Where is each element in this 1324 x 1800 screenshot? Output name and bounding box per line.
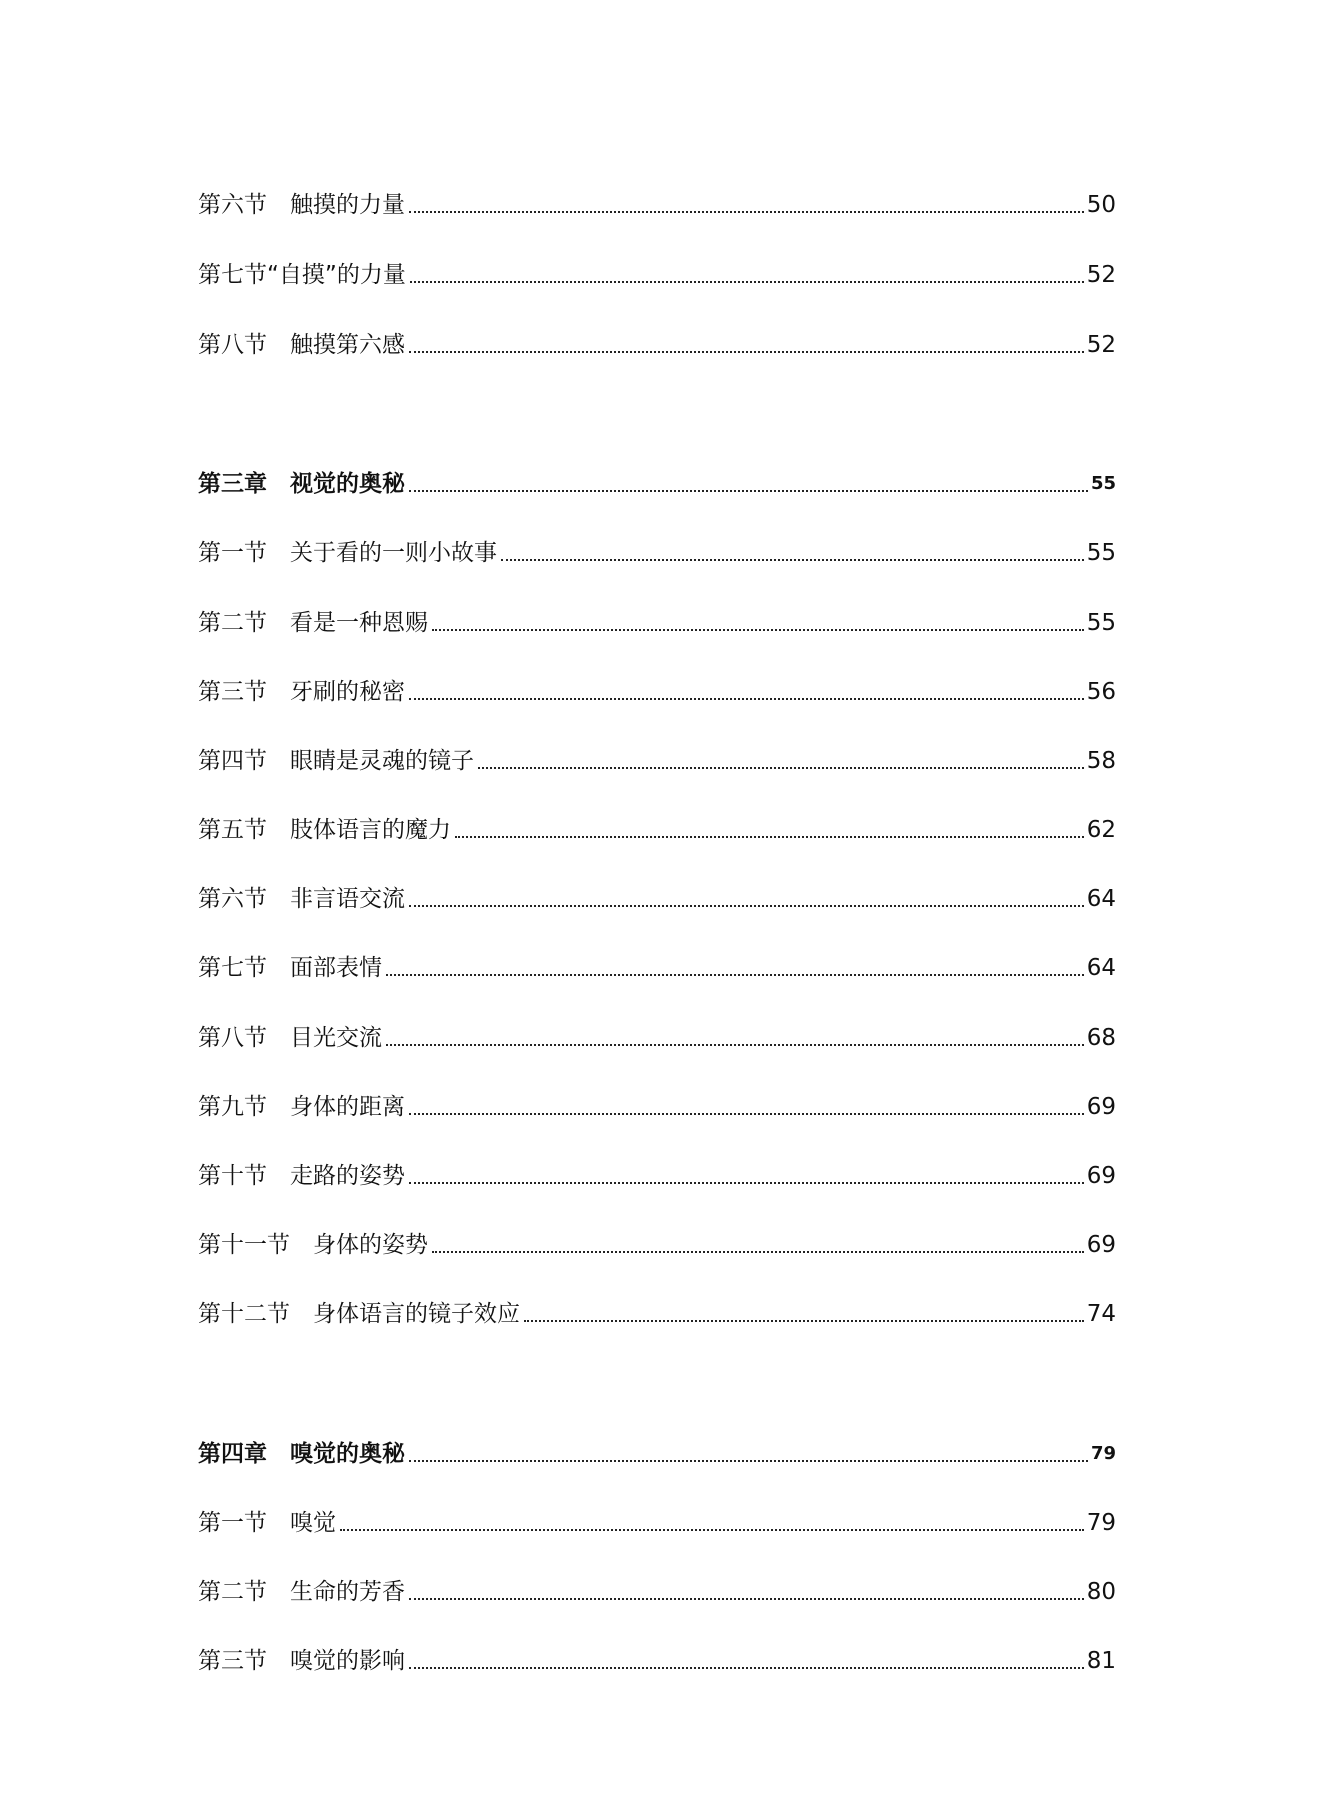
- toc-entry-page-number: 79: [1086, 1510, 1116, 1536]
- toc-entry-title: 触摸的力量: [290, 192, 405, 218]
- toc-entry-separator: [267, 608, 290, 638]
- toc-entry-page-number: 62: [1086, 817, 1116, 843]
- toc-entry-number: 第八节: [198, 1025, 267, 1051]
- toc-entry-title: 目光交流: [290, 1025, 382, 1051]
- toc-entry-separator: [267, 538, 290, 568]
- toc-entry-separator: [267, 1023, 290, 1053]
- toc-entry-page-number: 69: [1086, 1232, 1116, 1258]
- toc-dot-leader: [409, 351, 1084, 353]
- toc-entry-separator: [290, 1230, 313, 1260]
- toc-dot-leader: [409, 1113, 1084, 1115]
- toc-dot-leader: [409, 905, 1084, 907]
- toc-dot-leader: [501, 559, 1084, 561]
- toc-entry-number: 第三章: [198, 471, 267, 497]
- toc-entry-number: 第六节: [198, 886, 267, 912]
- toc-entry-title: 关于看的一则小故事: [290, 540, 497, 566]
- toc-entry-separator: [267, 1439, 290, 1469]
- toc-entry-page-number: 64: [1086, 886, 1116, 912]
- toc-entry-page-number: 52: [1086, 262, 1116, 288]
- toc-dot-leader: [386, 974, 1084, 976]
- toc-section-row[interactable]: [198, 874, 1116, 914]
- toc-section-row[interactable]: [198, 1082, 1116, 1122]
- toc-entry-title: 视觉的奥秘: [290, 471, 405, 497]
- toc-entry-title: 生命的芳香: [290, 1579, 405, 1605]
- toc-section-row[interactable]: [198, 1289, 1116, 1329]
- toc-entry-title: 身体的距离: [290, 1094, 405, 1120]
- toc-entry-page-number: 58: [1086, 748, 1116, 774]
- toc-dot-leader: [340, 1529, 1084, 1531]
- toc-entry-title: 肢体语言的魔力: [290, 817, 451, 843]
- toc-dot-leader: [455, 836, 1084, 838]
- toc-section-row[interactable]: [198, 1013, 1116, 1053]
- toc-section-row[interactable]: [198, 943, 1116, 983]
- toc-entry-page-number: 55: [1090, 473, 1116, 494]
- toc-entry-page-number: 80: [1086, 1579, 1116, 1605]
- toc-section-row[interactable]: [198, 1636, 1116, 1676]
- toc-dot-leader: [409, 1182, 1084, 1184]
- toc-dot-leader: [409, 1667, 1084, 1669]
- toc-entry-separator: [267, 953, 290, 983]
- toc-dot-leader: [432, 629, 1084, 631]
- toc-entry-separator: [267, 469, 290, 499]
- toc-dot-leader: [524, 1320, 1084, 1322]
- toc-entry-page-number: 52: [1086, 332, 1116, 358]
- toc-entry-separator: [267, 677, 290, 707]
- toc-entry-page-number: 55: [1086, 610, 1116, 636]
- toc-entry-number: 第八节: [198, 332, 267, 358]
- toc-entry-separator: [267, 1646, 290, 1676]
- toc-entry-number: 第五节: [198, 817, 267, 843]
- toc-section-row[interactable]: [198, 250, 1116, 290]
- toc-entry-separator: [267, 1092, 290, 1122]
- toc-entry-separator: [267, 1577, 290, 1607]
- toc-entry-page-number: 68: [1086, 1025, 1116, 1051]
- toc-dot-leader: [432, 1251, 1084, 1253]
- toc-section-row[interactable]: [198, 320, 1116, 360]
- toc-entry-number: 第一节: [198, 1510, 267, 1536]
- toc-dot-leader: [409, 490, 1088, 492]
- toc-section-row[interactable]: [198, 1567, 1116, 1607]
- toc-entry-page-number: 56: [1086, 679, 1116, 705]
- toc-entry-title: 走路的姿势: [290, 1163, 405, 1189]
- toc-entry-number: 第七节: [198, 955, 267, 981]
- toc-entry-title: “自摸”的力量: [267, 262, 406, 288]
- toc-dot-leader: [478, 767, 1084, 769]
- toc-entry-title: 非言语交流: [290, 886, 405, 912]
- toc-entry-number: 第二节: [198, 1579, 267, 1605]
- toc-chapter-row[interactable]: [198, 1429, 1116, 1469]
- toc-entry-separator: [267, 884, 290, 914]
- toc-chapter-row[interactable]: [198, 459, 1116, 499]
- toc-entry-title: 面部表情: [290, 955, 382, 981]
- toc-entry-number: 第三节: [198, 679, 267, 705]
- toc-entry-number: 第九节: [198, 1094, 267, 1120]
- toc-entry-page-number: 69: [1086, 1163, 1116, 1189]
- toc-entry-title: 看是一种恩赐: [290, 610, 428, 636]
- toc-entry-number: 第四节: [198, 748, 267, 774]
- toc-entry-title: 眼睛是灵魂的镜子: [290, 748, 474, 774]
- toc-section-row[interactable]: [198, 805, 1116, 845]
- toc-entry-page-number: 74: [1086, 1301, 1116, 1327]
- toc-entry-page-number: 64: [1086, 955, 1116, 981]
- toc-entry-separator: [267, 1161, 290, 1191]
- toc-entry-number: 第四章: [198, 1441, 267, 1467]
- toc-entry-number: 第十节: [198, 1163, 267, 1189]
- toc-dot-leader: [409, 1598, 1084, 1600]
- toc-dot-leader: [410, 281, 1084, 283]
- toc-entry-page-number: 79: [1090, 1443, 1116, 1464]
- toc-dot-leader: [386, 1044, 1084, 1046]
- toc-entry-page-number: 55: [1086, 540, 1116, 566]
- toc-entry-title: 牙刷的秘密: [290, 679, 405, 705]
- toc-section-row[interactable]: [198, 667, 1116, 707]
- toc-section-row[interactable]: [198, 598, 1116, 638]
- toc-dot-leader: [409, 698, 1084, 700]
- toc-entry-separator: [267, 190, 290, 220]
- toc-entry-title: 嗅觉的影响: [290, 1648, 405, 1674]
- toc-entry-number: 第三节: [198, 1648, 267, 1674]
- toc-section-row[interactable]: [198, 1220, 1116, 1260]
- toc-entry-page-number: 81: [1086, 1648, 1116, 1674]
- toc-entry-title: 身体的姿势: [313, 1232, 428, 1258]
- toc-dot-leader: [409, 211, 1084, 213]
- toc-section-row[interactable]: [198, 180, 1116, 220]
- toc-section-row[interactable]: [198, 528, 1116, 568]
- toc-entry-title: 身体语言的镜子效应: [313, 1301, 520, 1327]
- toc-entry-page-number: 50: [1086, 192, 1116, 218]
- toc-dot-leader: [409, 1460, 1088, 1462]
- toc-entry-number: 第一节: [198, 540, 267, 566]
- toc-entry-number: 第二节: [198, 610, 267, 636]
- toc-entry-page-number: 69: [1086, 1094, 1116, 1120]
- toc-entry-separator: [267, 815, 290, 845]
- toc-entry-title: 触摸第六感: [290, 332, 405, 358]
- toc-entry-separator: [267, 746, 290, 776]
- toc-entry-separator: [267, 1508, 290, 1538]
- toc-entry-number: 第十一节: [198, 1232, 290, 1258]
- toc-section-row[interactable]: [198, 1498, 1116, 1538]
- toc-section-row[interactable]: [198, 1151, 1116, 1191]
- toc-entry-separator: [267, 330, 290, 360]
- toc-entry-number: 第十二节: [198, 1301, 290, 1327]
- toc-entry-number: 第七节: [198, 262, 267, 288]
- toc-entry-title: 嗅觉的奥秘: [290, 1441, 405, 1467]
- toc-entry-title: 嗅觉: [290, 1510, 336, 1536]
- toc-entry-separator: [290, 1299, 313, 1329]
- toc-section-row[interactable]: [198, 736, 1116, 776]
- toc-entry-number: 第六节: [198, 192, 267, 218]
